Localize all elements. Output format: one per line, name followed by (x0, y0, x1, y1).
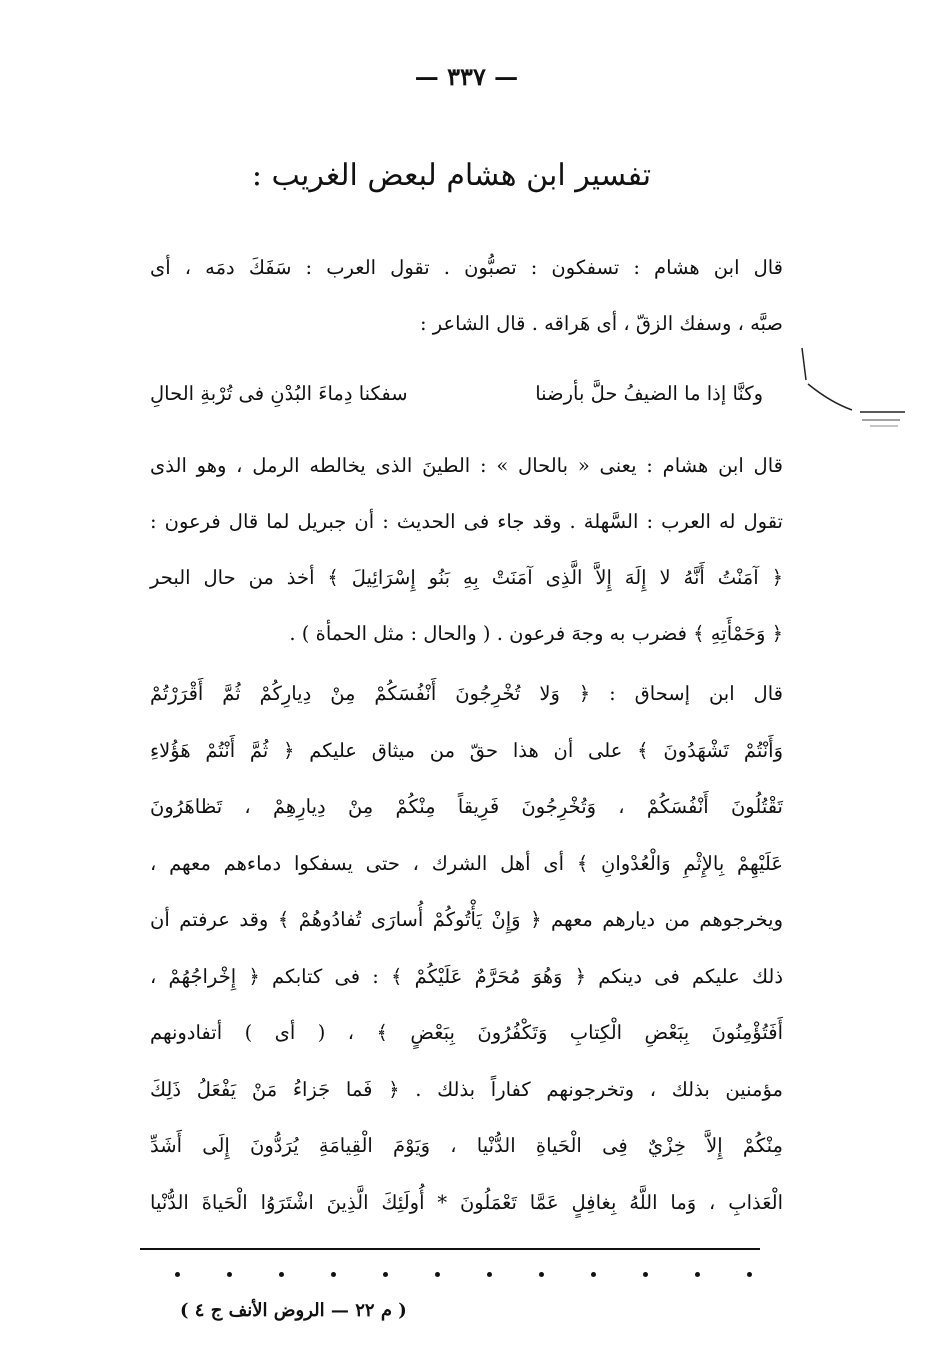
text-line: ويخرجوهم من ديارهم معهم ﴿ وَإِنْ يَأْتُوكُمْ أُسارَى تُفادُوهُمْ ﴾ وقد عرفتم أن (150, 908, 783, 931)
text-line: ذلك عليكم فى دينكم ﴿ وَهُوَ مُحَرَّمٌ عَلَيْكُمْ ﴾ : فى كتابكم ﴿ إِخْراجُهُمْ ، (150, 964, 783, 988)
dot (175, 1272, 180, 1277)
footer-rule (140, 1248, 760, 1250)
signature-mark: ( م ٢٢ — الروض الأنف ج ٤ ) (180, 1300, 407, 1321)
dot (747, 1272, 752, 1277)
text-line: وَأَنْتُمْ تَشْهَدُونَ ﴾ على أن هذا حقّ من ميثاق عليكم ﴿ ثُمَّ أَنْتُمْ هَؤُلاءِ (150, 738, 783, 762)
text-line: الْعَذابِ ، وَما اللَّهُ بِغافِلٍ عَمَّا تَعْمَلُونَ * أُولَئِكَ الَّذِينَ اشْتَرَوُا الْحَياةَ الدُّنْيا (150, 1190, 783, 1214)
section-heading: تفسير ابن هشام لبعض الغريب : (251, 158, 652, 193)
margin-pencil-mark (800, 340, 910, 440)
text-line: مؤمنين بذلك ، وتخرجونهم كفاراً بذلك . ﴿ فَما جَزاءُ مَنْ يَفْعَلُ ذَلِكَ (150, 1077, 783, 1101)
dot (331, 1272, 336, 1277)
paragraph-3 (150, 666, 783, 1231)
text-line: صبَّه ، وسفك الزقّ ، أى هَراقه . قال الشاعر : (420, 312, 783, 335)
verse-first-hemistich: وكنَّا إذا ما الضيفُ حلَّ بأرضنا (535, 382, 763, 405)
dot (643, 1272, 648, 1277)
text-line: قال ابن إسحاق : ﴿ وَلا تُخْرِجُونَ أَنْفُسَكُمْ مِنْ دِيارِكُمْ ثُمَّ أَقْرَرْتُمْ (150, 682, 783, 705)
dot (435, 1272, 440, 1277)
dot (279, 1272, 284, 1277)
text-line: ﴿ آمَنْتُ أَنَّهُ لا إِلَهَ إِلاَّ الَّذِى آمَنَتْ بِهِ بَنُو إِسْرَائِيلَ ﴾ أخذ من حال البحر (150, 566, 783, 589)
dot (227, 1272, 232, 1277)
text-line: قال ابن هشام : يعنى « بالحال » : الطينَ الذى يخالطه الرمل ، وهو الذى (150, 454, 783, 477)
text-line: عَلَيْهِمْ بِالإِثْمِ وَالْعُدْوانِ ﴾ أى أهل الشرك ، حتى يسفكوا دماءهم معهم ، (150, 851, 783, 875)
dot (487, 1272, 492, 1277)
dot (591, 1272, 596, 1277)
dot (695, 1272, 700, 1277)
text-line: قال ابن هشام : تسفكون : تصبُّون . تقول العرب : سَفَكَ دمَه ، أى (150, 256, 783, 279)
dot (383, 1272, 388, 1277)
paragraph-1 (150, 240, 783, 352)
verse-second-hemistich: سفكنا دِماءَ البُدْنِ فى تُرْبةِ الحالِ (150, 382, 408, 405)
page-number: — ٣٣٧ — (414, 62, 519, 91)
footnote-dots (160, 1266, 780, 1286)
text-line: ﴿ وَحَمْأَتِهِ ﴾ فضرب به وجهَ فرعون . ( والحال : مثل الحمأة ) . (289, 622, 783, 645)
poetry-verse (150, 366, 763, 422)
paragraph-2 (150, 438, 783, 662)
text-line: أَفَتُؤْمِنُونَ بِبَعْضِ الْكِتابِ وَتَكْفُرُونَ بِبَعْضٍ ﴾ ، ( أى ) أتفادونهم (150, 1021, 783, 1044)
text-line: تقول له العرب : السَّهلة . وقد جاء فى الحديث : أن جبريل لما قال فرعون : (150, 510, 783, 533)
text-line: تَقْتُلُونَ أَنْفُسَكُمْ ، وَتُخْرِجُونَ فَرِيقاً مِنْكُمْ مِنْ دِيارِهِمْ ، تَظاهَرُونَ (150, 795, 783, 818)
dot (539, 1272, 544, 1277)
text-line: مِنْكُمْ إِلاَّ خِزْيٌ فِى الْحَياةِ الدُّنْيا ، وَيَوْمَ الْقِيامَةِ يُرَدُّونَ إِلَى أَشَدِّ (150, 1134, 783, 1157)
